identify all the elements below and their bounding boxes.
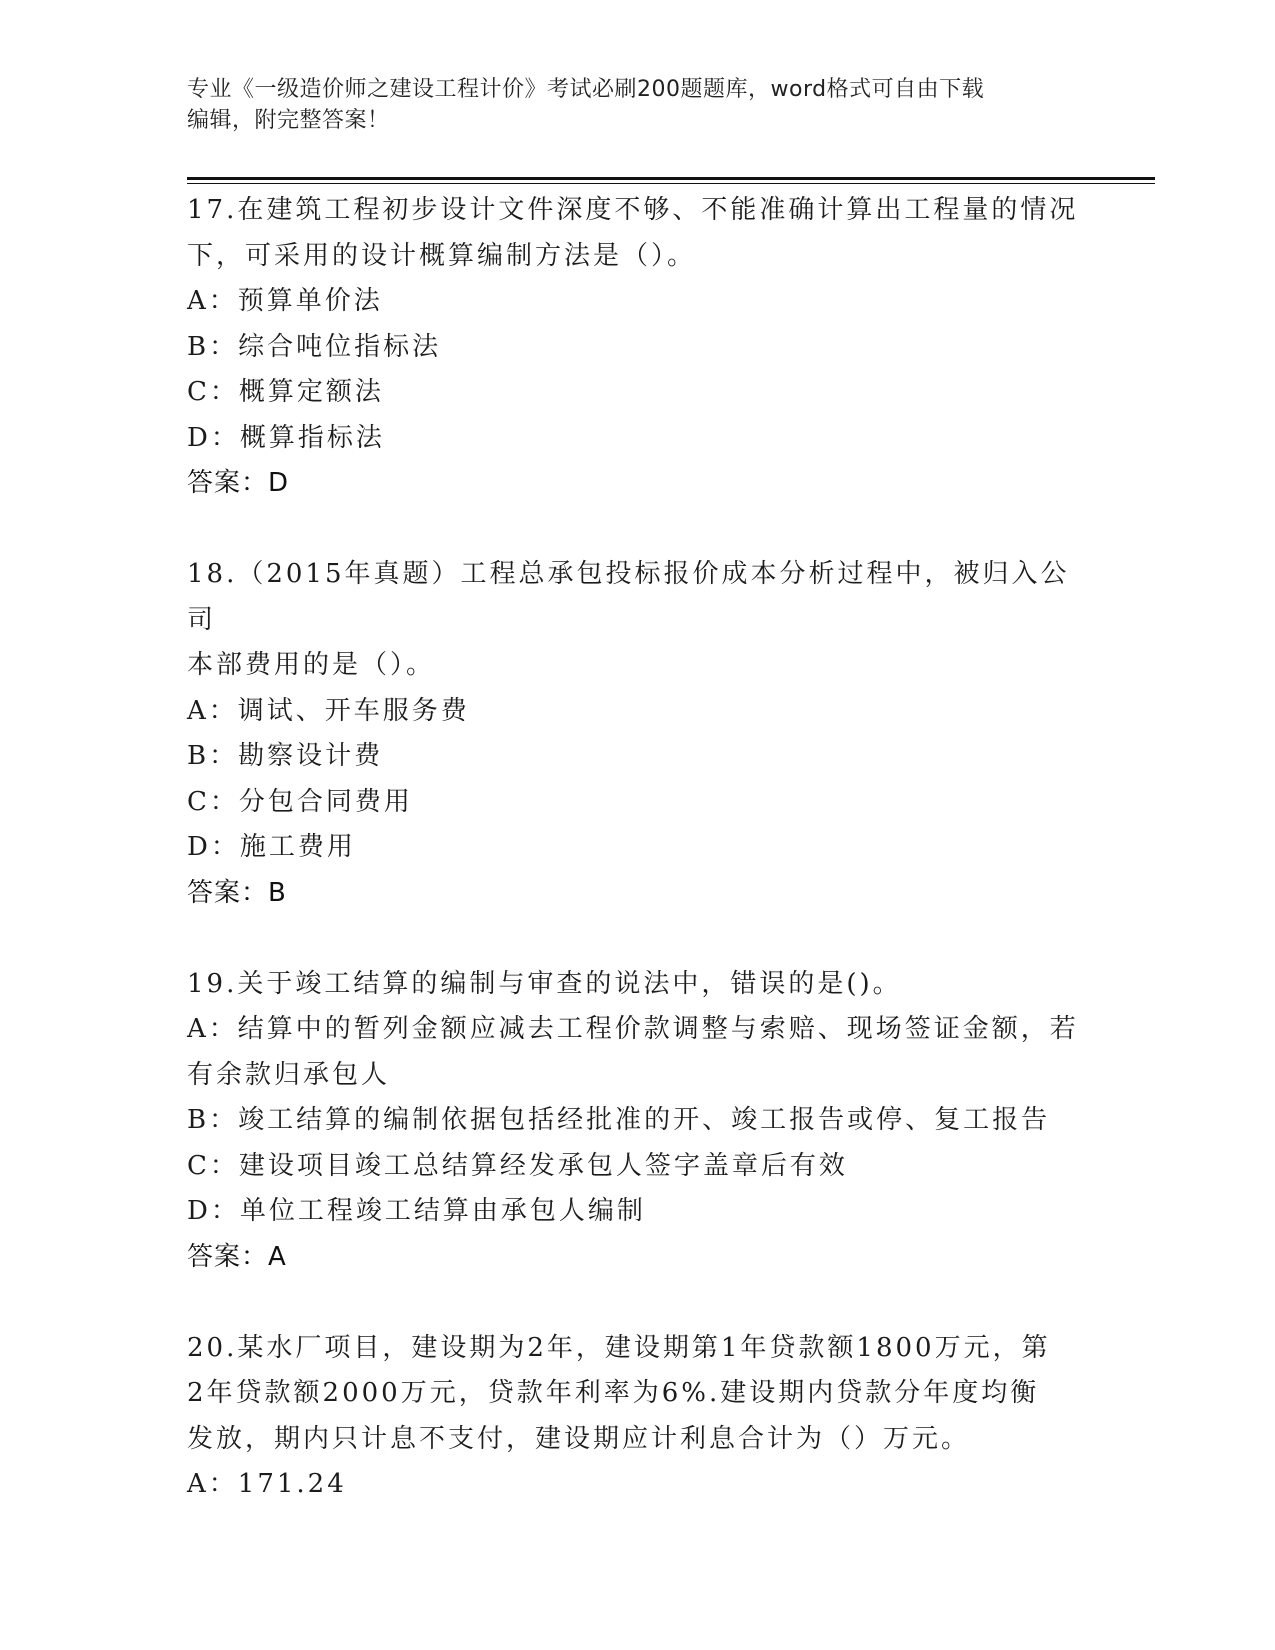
answer-key: 答案：A — [187, 1241, 287, 1272]
answer-option: B：竣工结算的编制依据包括经批准的开、竣工报告或停、复工报告 — [187, 1105, 1051, 1135]
answer-option: A：171.24 — [187, 1469, 347, 1499]
answer-option: A：结算中的暂列金额应减去工程价款调整与索赔、现场签证金额，若 — [187, 1014, 1079, 1044]
question-spacer — [187, 1280, 1087, 1326]
answer-option: 有余款归承包人 — [187, 1059, 391, 1090]
answer-key: 答案：B — [187, 877, 287, 908]
answer-option: A：调试、开车服务费 — [187, 695, 470, 726]
header-divider-thin — [187, 183, 1155, 184]
question-stem-line: 19.关于竣工结算的编制与审查的说法中，错误的是()。 — [187, 968, 902, 999]
question-block — [187, 1326, 1087, 1508]
answer-option: B：综合吨位指标法 — [187, 331, 442, 362]
question-spacer — [187, 507, 1087, 553]
question-block — [187, 552, 1087, 916]
question-stem-line: 17.在建筑工程初步设计文件深度不够、不能准确计算出工程量的情况 — [187, 195, 1079, 225]
question-stem-line: 发放，期内只计息不支付，建设期应计利息合计为（）万元。 — [187, 1423, 971, 1454]
question-stem-line: 本部费用的是（）。 — [187, 650, 436, 680]
answer-option: C：概算定额法 — [187, 377, 384, 407]
answer-option: D：单位工程竣工结算由承包人编制 — [187, 1196, 646, 1226]
answer-option: B：勘察设计费 — [187, 741, 384, 771]
answer-option: D：概算指标法 — [187, 422, 385, 453]
question-stem-line: 下，可采用的设计概算编制方法是（）。 — [187, 240, 697, 271]
answer-key: 答案：D — [187, 468, 290, 498]
question-stem-line: 20.某水厂项目，建设期为2年，建设期第1年贷款额1800万元，第 — [187, 1332, 1051, 1363]
question-block — [187, 962, 1087, 1281]
document-header — [187, 74, 1077, 136]
answer-option: A：预算单价法 — [187, 286, 383, 316]
answer-option: C：分包合同费用 — [187, 786, 413, 817]
question-list — [187, 188, 1087, 1508]
answer-option: C：建设项目竣工总结算经发承包人签字盖章后有效 — [187, 1150, 848, 1181]
header-divider-thick — [187, 177, 1155, 180]
question-block — [187, 188, 1087, 507]
header-line-2: 编辑，附完整答案！ — [187, 108, 390, 133]
question-stem-line: 18.（2015年真题）工程总承包投标报价成本分析过程中，被归入公司 — [187, 559, 1070, 635]
question-spacer — [187, 916, 1087, 962]
answer-option: D：施工费用 — [187, 832, 356, 862]
header-line-1: 专业《一级造价师之建设工程计价》考试必刷200题题库，word格式可自由下载 — [187, 77, 985, 102]
question-stem-line: 2年贷款额2000万元，贷款年利率为6%.建设期内贷款分年度均衡 — [187, 1378, 1040, 1408]
